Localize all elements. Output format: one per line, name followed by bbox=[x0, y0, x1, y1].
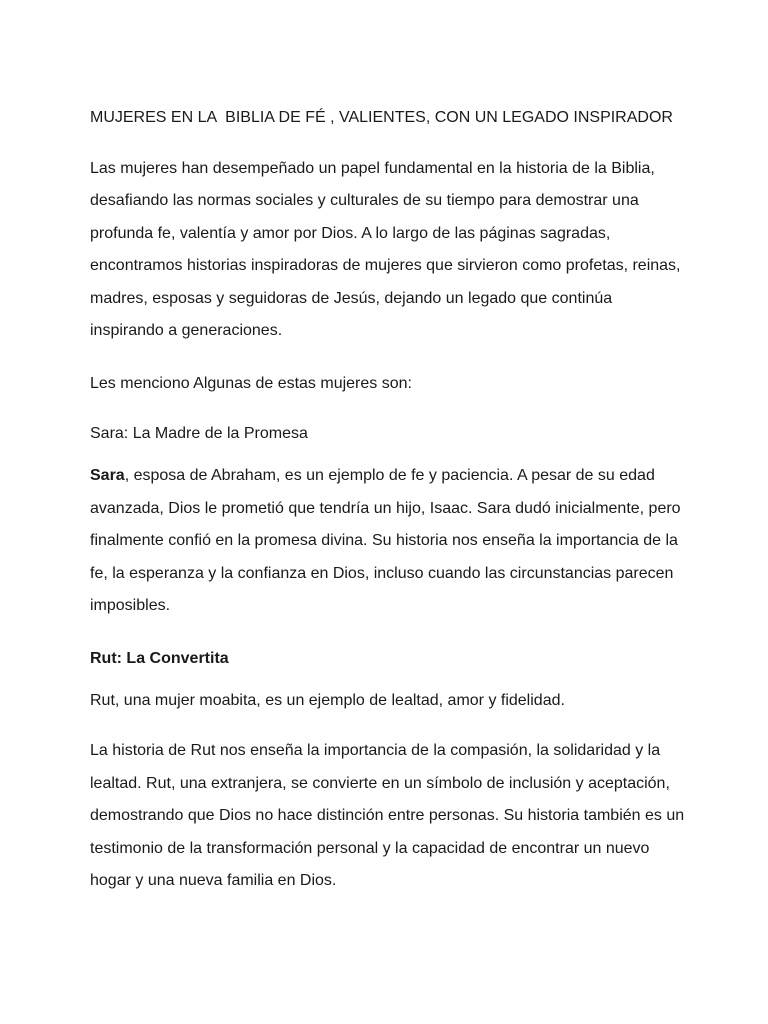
list-intro-text: Les menciono Algunas de estas mujeres son: bbox=[90, 374, 412, 392]
rut-paragraph-2: La historia de Rut nos enseña la importancia de la compasión, la solidaridad y la lealtad. Rut, una extranjera, se convierte en un símbolo de inclusión y aceptación, demostrando que Dios no hace distinción entre personas. Su historia también es un testimonio de la transformación personal y la capacidad de encontrar un nuevo hogar y una nueva familia en Dios. bbox=[90, 742, 685, 889]
rut-paragraph-1: Rut, una mujer moabita, es un ejemplo de lealtad, amor y fidelidad. bbox=[90, 691, 565, 709]
document-title: MUJERES EN LA BIBLIA DE FÉ , VALIENTES, CON UN LEGADO INSPIRADOR bbox=[90, 109, 673, 126]
sara-heading: Sara: La Madre de la Promesa bbox=[90, 425, 308, 442]
sara-paragraph-text: , esposa de Abraham, es un ejemplo de fe y paciencia. A pesar de su edad avanzada, Dios le prometió que tendría un hijo, Isaac. Sara dudó inicialmente, pero finalmente confió en la promesa divina. Su historia nos enseña la importancia de la fe, la esperanza y la confianza en Dios, incluso cuando las circunstancias parecen imposibles. bbox=[90, 467, 681, 614]
sara-paragraph bbox=[90, 460, 690, 623]
sara-name-bold: Sara bbox=[90, 467, 125, 484]
document-page bbox=[90, 102, 690, 916]
rut-heading: Rut: La Convertita bbox=[90, 649, 229, 667]
intro-paragraph: Las mujeres han desempeñado un papel fundamental en la historia de la Biblia, desafiando las normas sociales y culturales de su tiempo para demostrar una profunda fe, valentía y amor por Dios. A lo largo de las páginas sagradas, encontramos historias inspiradoras de mujeres que sirvieron como profetas, reinas, madres, esposas y seguidoras de Jesús, dejando un legado que continúa inspirando a generaciones. bbox=[90, 159, 681, 339]
